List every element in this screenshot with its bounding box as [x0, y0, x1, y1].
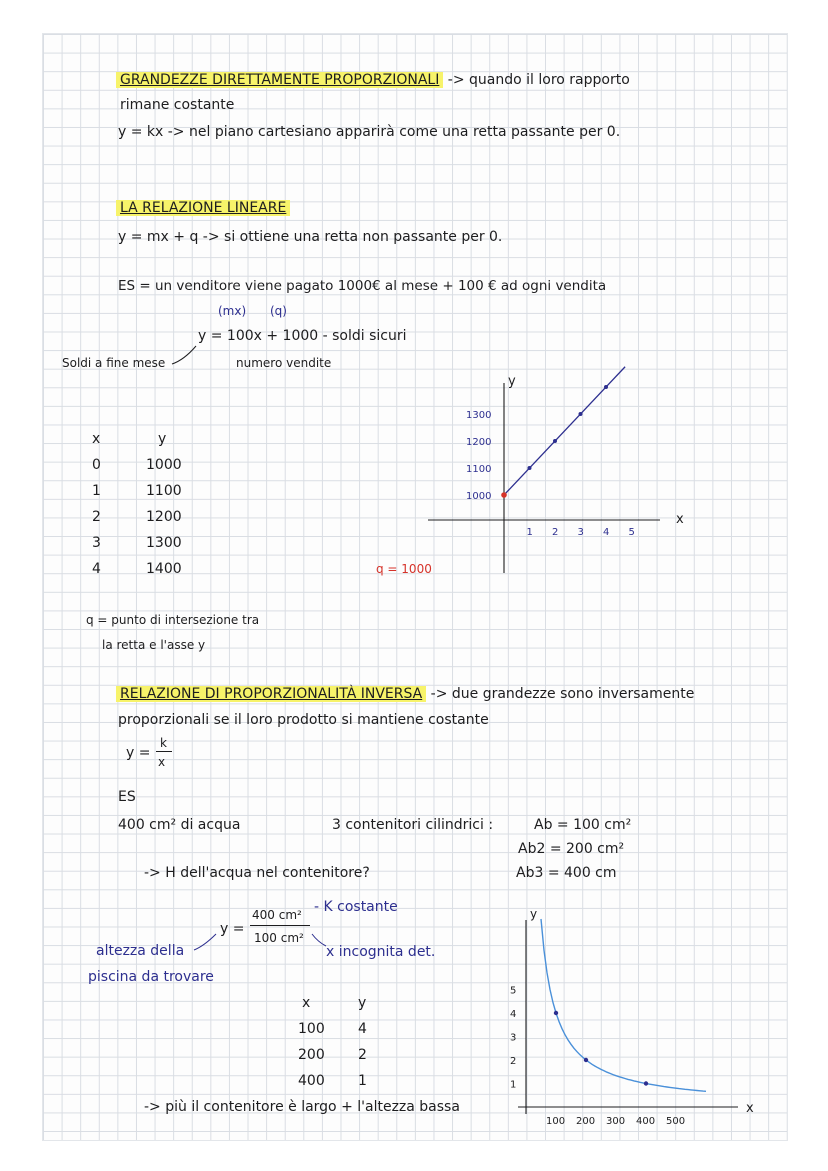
y-tick-label: 1 [510, 1079, 517, 1091]
y-tick-label: 4 [510, 1009, 517, 1020]
data-point [553, 439, 557, 443]
section2-title: LA RELAZIONE LINEARE [116, 200, 290, 216]
table2-header-x: x [302, 995, 311, 1011]
y-axis-label: y [508, 374, 516, 389]
y-tick-label: 1100 [466, 464, 492, 475]
x-tick-label: 5 [628, 527, 635, 538]
table1-header-y: y [158, 431, 167, 447]
table2-cell: 100 [298, 1021, 325, 1037]
table1-header-x: x [92, 431, 101, 447]
height-note-1: altezza della [96, 943, 185, 959]
section3-water: 400 cm² di acqua [118, 817, 241, 833]
y-tick-label: 1000 [466, 491, 492, 502]
table1-cell: 3 [92, 535, 101, 551]
k-note: - K costante [314, 899, 398, 915]
table1-cell: 1100 [146, 483, 182, 499]
data-point [604, 385, 608, 389]
section3-formula-den: x [158, 755, 166, 769]
data-point [554, 1011, 558, 1015]
table2-cell: 4 [358, 1021, 367, 1037]
y-tick-label: 2 [510, 1056, 517, 1067]
hyperbola-curve [541, 919, 706, 1091]
section1-desc-a: -> quando il loro rapporto [447, 72, 630, 88]
x-tick-label: 1 [526, 527, 533, 538]
section3-formula-num: k [160, 736, 167, 750]
x-axis-label: x [746, 1101, 754, 1116]
x-tick-label: 3 [577, 527, 584, 538]
q-label: q = 1000 [376, 562, 432, 576]
table1-cell: 2 [92, 509, 101, 525]
data-point [528, 466, 532, 470]
section2-formula: y = mx + q -> si ottiene una retta non passante per 0. [118, 229, 503, 245]
label-mx: (mx) [218, 304, 247, 318]
section3-es: ES [118, 789, 136, 805]
q-note-2: la retta e l'asse y [102, 638, 206, 652]
q-note-1: q = punto di intersezione tra [86, 613, 260, 627]
section3-conclusion: -> più il contenitore è largo + l'altezza bassa [144, 1099, 460, 1115]
pointer-line [170, 338, 200, 368]
y-tick-label: 3 [510, 1032, 517, 1044]
fraction-bar [156, 751, 172, 752]
table2-cell: 400 [298, 1073, 325, 1089]
y-tick-label: 5 [510, 985, 517, 997]
table1-cell: 1300 [146, 535, 182, 551]
section3-desc-a: -> due grandezze sono inversamente [430, 686, 695, 702]
x-tick-label: 400 [636, 1116, 656, 1127]
section3-question: -> H dell'acqua nel contenitore? [144, 865, 370, 881]
x-tick-label: 500 [666, 1116, 686, 1127]
section1-heading-row [116, 71, 630, 89]
table1-cell: 1200 [146, 509, 182, 525]
x-tick-label: 300 [606, 1116, 626, 1127]
pointer-line-3 [310, 930, 332, 950]
data-point [644, 1081, 648, 1085]
label-q: (q) [270, 304, 287, 318]
x-tick-label: 2 [552, 527, 559, 538]
section1-title: GRANDEZZE DIRETTAMENTE PROPORZIONALI [116, 72, 443, 88]
section3-ab2: Ab2 = 200 cm² [518, 841, 625, 857]
intercept-point [501, 492, 507, 498]
x-note: x incognita det. [326, 944, 436, 960]
note-numero-vendite: numero vendite [236, 356, 332, 370]
section1-formula: y = kx -> nel piano cartesiano apparirà come una retta passante per 0. [118, 124, 621, 140]
x-tick-label: 100 [546, 1116, 566, 1127]
section3-heading-row [116, 685, 694, 703]
table2-cell: 2 [358, 1047, 367, 1063]
y-axis-label: y [530, 907, 538, 921]
table1-cell: 1 [92, 483, 101, 499]
section3-containers: 3 contenitori cilindrici : [332, 817, 494, 833]
section3-eq-num: 400 cm² [252, 908, 302, 922]
section3-formula-y: y = [126, 745, 151, 761]
table1-cell: 0 [92, 457, 101, 473]
eq-fraction-bar [250, 925, 310, 926]
data-point [584, 1058, 588, 1062]
section2-example: ES = un venditore viene pagato 1000€ al mese + 100 € ad ogni vendita [118, 278, 607, 294]
pointer-line-2 [192, 928, 220, 954]
x-tick-label: 200 [576, 1116, 596, 1127]
section3-ab3: Ab3 = 400 cm [516, 865, 617, 881]
x-tick-label: 4 [603, 527, 610, 538]
section3-desc-b: proporzionali se il loro prodotto si mantiene costante [118, 712, 489, 728]
section3-title: RELAZIONE DI PROPORZIONALITÀ INVERSA [116, 686, 426, 702]
linear-chart [420, 365, 700, 580]
table1-cell: 4 [92, 561, 101, 577]
table2-header-y: y [358, 995, 367, 1011]
table2-cell: 1 [358, 1073, 367, 1089]
y-tick-label: 1300 [466, 410, 492, 421]
x-axis-label: x [676, 512, 684, 527]
section3-ab1: Ab = 100 cm² [534, 817, 632, 833]
section1-desc-b: rimane costante [120, 97, 235, 113]
table2-cell: 200 [298, 1047, 325, 1063]
section2-equation: y = 100x + 1000 - soldi sicuri [198, 328, 407, 344]
inverse-chart [502, 900, 764, 1132]
note-soldi-fine-mese: Soldi a fine mese [62, 356, 166, 370]
table1-cell: 1400 [146, 561, 182, 577]
data-point [579, 412, 583, 416]
table1-cell: 1000 [146, 457, 182, 473]
section3-eq-den: 100 cm² [254, 931, 304, 945]
height-note-2: piscina da trovare [88, 969, 214, 985]
section2-title-wrap [116, 199, 290, 217]
section3-eq-y: y = [220, 921, 245, 937]
y-tick-label: 1200 [466, 437, 492, 448]
